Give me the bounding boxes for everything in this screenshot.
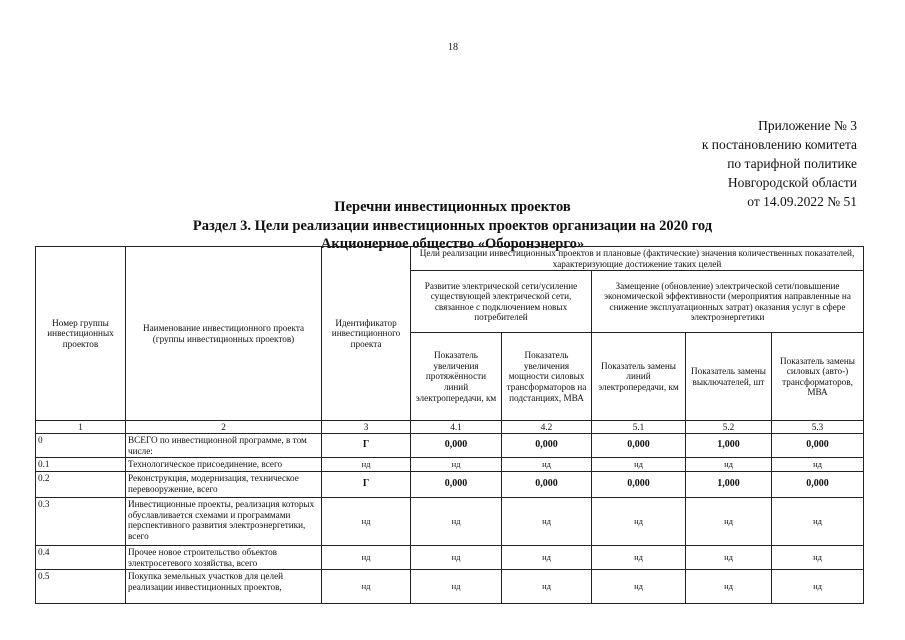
appendix-line: от 14.09.2022 № 51 <box>747 194 857 209</box>
column-number: 3 <box>322 421 411 434</box>
column-number: 4.2 <box>502 421 592 434</box>
row-value-5-2: нд <box>686 570 772 604</box>
projects-table <box>35 246 864 604</box>
header-group-number: Номер группы инвестиционных проектов <box>36 247 126 421</box>
row-number: 0.3 <box>36 497 126 545</box>
header-indicator-5-1: Показатель замены линий электропередачи, км <box>592 333 686 421</box>
appendix-block <box>702 116 857 211</box>
row-name: Инвестиционные проекты, реализация которых обуславливается схемами и программами перспективного развития электроэнергетики, всего <box>126 497 322 545</box>
row-value-4-1: нд <box>411 458 502 472</box>
table-row <box>36 570 864 604</box>
title-section: Раздел 3. Цели реализации инвестиционных проектов организации на 2020 год <box>192 217 713 234</box>
row-value-5-3: нд <box>772 458 864 472</box>
header-goal-replacement: Замещение (обновление) электрической сети/повышение экономической эффективности (мероприятия направленные на снижение эксплуатационных затрат) оказания услуг в сфере электроэнергетики <box>592 271 864 333</box>
row-identifier: нд <box>322 570 411 604</box>
header-goals: Цели реализации инвестиционных проектов и плановые (фактические) значения количественных показателей, характеризующие достижение таких целей <box>411 247 864 271</box>
row-value-5-3: нд <box>772 497 864 545</box>
row-value-4-1: 0,000 <box>411 434 502 458</box>
table-row <box>36 458 864 472</box>
row-value-5-1: нд <box>592 458 686 472</box>
title-organization: Акционерное общество «Оборонэнерго» <box>320 236 585 252</box>
row-value-5-3: нд <box>772 545 864 569</box>
appendix-line: по тарифной политике <box>727 156 857 171</box>
row-identifier: нд <box>322 458 411 472</box>
table-row <box>36 434 864 458</box>
column-number-row <box>36 421 864 434</box>
row-value-4-2: нд <box>502 458 592 472</box>
row-value-5-1: нд <box>592 570 686 604</box>
column-number: 5.1 <box>592 421 686 434</box>
header-indicator-5-3: Показатель замены силовых (авто-) трансформаторов, МВА <box>772 333 864 421</box>
row-name: Технологическое присоединение, всего <box>126 458 322 472</box>
row-name: Прочее новое строительство объектов электросетевого хозяйства, всего <box>126 545 322 569</box>
row-number: 0.5 <box>36 570 126 604</box>
row-identifier: нд <box>322 497 411 545</box>
row-value-4-1: нд <box>411 497 502 545</box>
header-indicator-5-2: Показатель замены выключателей, шт <box>686 333 772 421</box>
row-value-5-2: 1,000 <box>686 434 772 458</box>
row-value-5-3: 0,000 <box>772 471 864 497</box>
row-value-5-2: 1,000 <box>686 471 772 497</box>
column-number: 2 <box>126 421 322 434</box>
row-name: Реконструкция, модернизация, техническое перевооружение, всего <box>126 471 322 497</box>
table-row <box>36 497 864 545</box>
page-number: 18 <box>448 42 458 53</box>
row-number: 0.1 <box>36 458 126 472</box>
row-value-5-3: нд <box>772 570 864 604</box>
row-value-4-2: нд <box>502 570 592 604</box>
row-number: 0.2 <box>36 471 126 497</box>
appendix-line: Новгородской области <box>727 175 857 190</box>
column-number: 4.1 <box>411 421 502 434</box>
header-goal-development: Развитие электрической сети/усиление существующей электрической сети, связанное с подключением новых потребителей <box>411 271 592 333</box>
row-number: 0.4 <box>36 545 126 569</box>
row-number: 0 <box>36 434 126 458</box>
row-value-4-2: нд <box>502 545 592 569</box>
row-identifier: нд <box>322 545 411 569</box>
row-identifier: Г <box>322 434 411 458</box>
header-identifier: Идентификатор инвестиционного проекта <box>322 247 411 421</box>
row-name: ВСЕГО по инвестиционной программе, в том числе: <box>126 434 322 458</box>
row-value-4-1: 0,000 <box>411 471 502 497</box>
row-value-4-1: нд <box>411 570 502 604</box>
table-row <box>36 545 864 569</box>
appendix-line: Приложение № 3 <box>758 118 857 133</box>
column-number: 5.3 <box>772 421 864 434</box>
table-row <box>36 471 864 497</box>
row-value-5-1: 0,000 <box>592 471 686 497</box>
column-number: 1 <box>36 421 126 434</box>
row-value-5-2: нд <box>686 545 772 569</box>
row-name: Покупка земельных участков для целей реализации инвестиционных проектов, <box>126 570 322 604</box>
row-value-4-2: 0,000 <box>502 471 592 497</box>
row-value-5-1: нд <box>592 545 686 569</box>
header-project-name: Наименование инвестиционного проекта (группы инвестиционных проектов) <box>126 247 322 421</box>
header-indicator-4-2: Показатель увеличения мощности силовых трансформаторов на подстанциях, МВА <box>502 333 592 421</box>
appendix-line: к постановлению комитета <box>701 137 857 152</box>
column-number: 5.2 <box>686 421 772 434</box>
header-indicator-4-1: Показатель увеличения протяжённости линий электропередачи, км <box>411 333 502 421</box>
title-main: Перечни инвестиционных проектов <box>334 199 571 215</box>
row-value-5-3: 0,000 <box>772 434 864 458</box>
row-value-5-2: нд <box>686 458 772 472</box>
row-value-5-1: нд <box>592 497 686 545</box>
row-value-5-2: нд <box>686 497 772 545</box>
row-value-4-2: 0,000 <box>502 434 592 458</box>
row-identifier: Г <box>322 471 411 497</box>
row-value-4-2: нд <box>502 497 592 545</box>
row-value-4-1: нд <box>411 545 502 569</box>
row-value-5-1: 0,000 <box>592 434 686 458</box>
